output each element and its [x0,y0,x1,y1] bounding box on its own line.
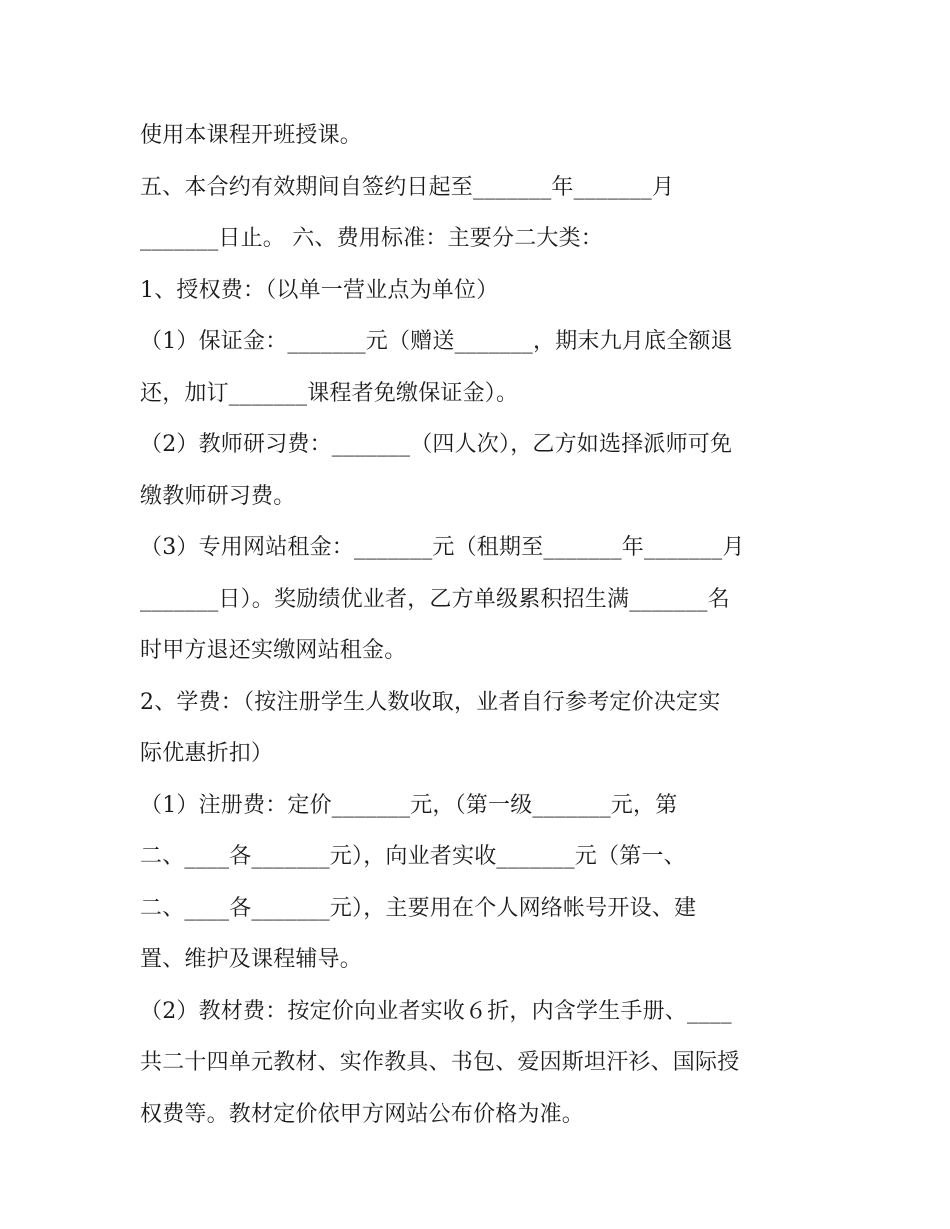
text-line: 2、学费：（按注册学生人数收取，业者自行参考定价决定实 [140,689,721,715]
text-line: 权费等。教材定价依甲方网站公布价格为准。 [140,1101,585,1127]
text-line: 使用本课程开班授课。 [140,123,363,148]
text-line: （3）专用网站租金：_______元（租期至_______年_______月 [140,535,745,560]
text-line: 二、____各_______元），向业者实收_______元（第一、 [140,844,686,869]
text-line: 缴教师研习费。 [140,483,296,509]
text-line: （1）保证金：_______元（赠送_______，期末九月底全额退 [140,329,733,354]
text-line: 五、本合约有效期间自签约日起至_______年_______月 [140,174,675,200]
text-line: （1）注册费：定价_______元，（第一级_______元，第 [140,792,678,818]
text-line: 共二十四单元教材、实作教具、书包、爱因斯坦汗衫、国际授 [140,1050,740,1075]
text-line: 还，加订_______课程者免缴保证金）。 [140,380,519,406]
text-line: _______日止。 六、费用标准：主要分二大类： [140,226,603,251]
text-line: 二、____各_______元），主要用在个人网络帐号开设、建 [140,895,697,921]
text-line: _______日）。奖励绩优业者，乙方单级累积招生满_______名 [140,586,730,612]
text-line: 际优惠折扣） [140,741,274,766]
text-line: 1、授权费：（以单一营业点为单位） [140,277,499,303]
text-line: 时甲方退还实缴网站租金。 [140,638,407,663]
text-line: （2）教师研习费：_______（四人次），乙方如选择派师可免 [140,432,733,457]
document-body [140,110,830,1140]
text-line: 置、维护及课程辅导。 [140,947,363,972]
text-line: （2）教材费：按定价向业者实收６折，内含学生手册、____ [140,998,732,1024]
